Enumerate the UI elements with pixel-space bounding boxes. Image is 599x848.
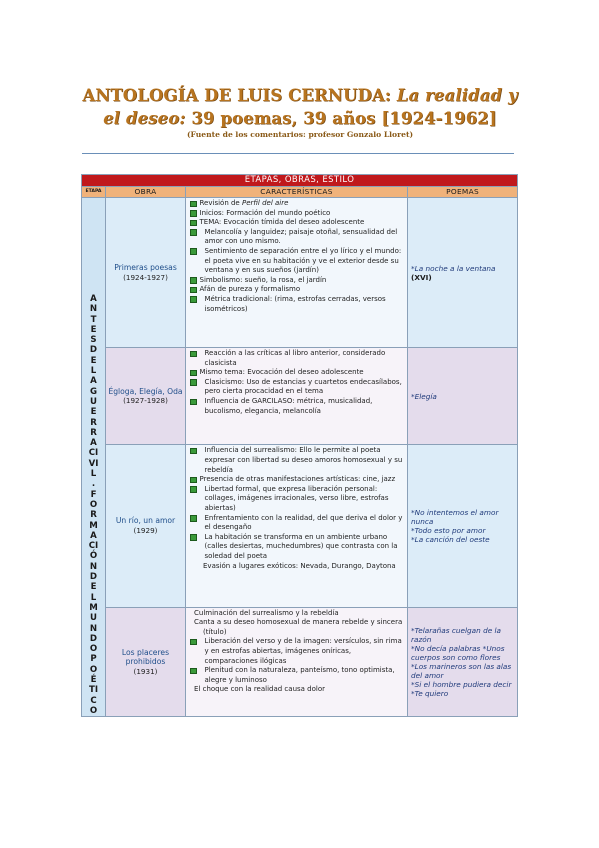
caracteristica-item: Canta a su deseo homosexual de manera rebelde y sincera (194, 618, 403, 627)
green-bullet-icon (190, 201, 197, 208)
caracteristica-item: Inicios: Formación del mundo poético (190, 209, 405, 219)
caracteristica-item: Métrica tradicional: (rima, estrofas cerradas, versos isométricos) (190, 295, 405, 314)
etapa-cell (82, 198, 106, 717)
col-header-caracteristicas: CARACTERÍSTICAS (186, 187, 408, 198)
caracteristica-item: La habitación se transforma en un ambiente urbano (calles desiertas, muchedumbres) que contrasta con la soledad del poeta (190, 533, 405, 562)
green-bullet-icon (190, 448, 197, 455)
obra-years: (1927-1928) (123, 396, 168, 406)
poem-title: *Los marineros son las alas del amor (411, 661, 512, 680)
obra-title: Un río, un amor (115, 516, 176, 526)
caracteristica-item: El choque con la realidad causa dolor (194, 685, 326, 694)
table-row (82, 607, 518, 717)
caracteristica-item: Melancolía y languidez; paisaje otoñal, sensualidad del amor con uno mismo. (190, 228, 405, 247)
caracteristica-item: Influencia del surrealismo: Ello le permite al poeta expresar con libertad su deseo amoros homosexual y su rebeldía (190, 446, 405, 475)
caracteristicas-cell (186, 445, 408, 607)
green-bullet-icon (190, 534, 197, 541)
poemas-cell (408, 348, 518, 445)
green-bullet-icon (190, 277, 197, 284)
caracteristica-item: (título) (203, 627, 227, 636)
green-bullet-icon (190, 486, 197, 493)
col-header-etapa: ETAPA (82, 187, 106, 198)
caracteristica-item: Presencia de otras manifestaciones artísticas: cine, jazz (190, 475, 405, 485)
poem-title: *La canción del oeste (411, 535, 490, 545)
title-line-2: el deseo: 39 poemas, 39 años [1924-1962] (103, 109, 497, 128)
green-bullet-icon (190, 639, 197, 646)
col-header-poemas: POEMAS (408, 187, 518, 198)
table-row (82, 198, 518, 348)
title-divider (82, 153, 514, 154)
poem-title: *Si el hombre pudiera decir (411, 679, 512, 689)
green-bullet-icon (190, 379, 197, 386)
poem-title: *No intentemos el amor nunca (411, 508, 499, 527)
obra-cell (106, 607, 186, 717)
caracteristicas-cell (186, 607, 408, 717)
caracteristica-item: Evasión a lugares exóticos: Nevada, Durango, Daytona (203, 561, 396, 570)
caracteristica-item: TEMA: Evocación tímida del deseo adolescente (190, 218, 405, 228)
poem-title: *Te quiero (411, 688, 449, 698)
poem-title: *No decía palabras *Unos cuerpos son como flores (411, 643, 505, 662)
green-bullet-icon (190, 248, 197, 255)
caracteristica-item: Simbolismo: sueño, la rosa, el jardín (190, 276, 405, 286)
caracteristica-item: Clasicismo: Uso de estancias y cuartetos endecasílabos, pero cierta procacidad en el tema (190, 378, 405, 397)
poem-title: *Telarañas cuelgan de la razón (411, 625, 502, 644)
caracteristica-item: Sentimiento de separación entre el yo lírico y el mundo: el poeta vive en su habitación y ve el exterior desde su ventana y en sus sueños (jardín) (190, 247, 405, 276)
subtitle: (Fuente de los comentarios: profesor Gonzalo Lloret) (186, 130, 414, 139)
green-bullet-icon (190, 515, 197, 522)
poem-title: *Elegía (411, 391, 437, 401)
obra-years: (1931) (133, 666, 158, 676)
caracteristica-item: Afán de pureza y formalismo (190, 285, 405, 295)
obra-title: Los placeres prohibidos (121, 647, 170, 667)
etapa-label: A N T E S D E L A G U E R R A CI VI L . F O R M A CI Ó N D E L M U N D O P O É TI C O (88, 294, 99, 716)
caracteristica-item: Revisión de Perfil del aire (190, 199, 405, 209)
anthology-table (81, 174, 518, 717)
obra-cell (106, 445, 186, 607)
green-bullet-icon (190, 229, 197, 236)
green-bullet-icon (190, 210, 197, 217)
green-bullet-icon (190, 287, 197, 294)
caracteristica-item: Enfrentamiento con la realidad, del que deriva el dolor y el desengaño (190, 514, 405, 533)
poem-title: *La noche a la ventana (XVI) (411, 263, 496, 282)
obra-cell (106, 198, 186, 348)
caracteristica-item: Culminación del surrealismo y la rebeldía (194, 608, 339, 617)
obra-title: Primeras poesas (114, 262, 177, 272)
table-row (82, 348, 518, 445)
caracteristica-item: Influencia de GARCILASO: métrica, musicalidad, bucolismo, elegancia, melancolía (190, 397, 405, 416)
poemas-cell (408, 445, 518, 607)
green-bullet-icon (190, 477, 197, 484)
caracteristicas-cell (186, 348, 408, 445)
obra-years: (1924-1927) (123, 272, 168, 282)
green-bullet-icon (190, 668, 197, 675)
caracteristica-item: Plenitud con la naturaleza, panteísmo, tono optimista, alegre y luminoso (190, 666, 405, 685)
caracteristicas-cell (186, 198, 408, 348)
caracteristica-item: Liberación del verso y de la imagen: versículos, sin rima y en estrofas abiertas, imágenes oníricas, comparaciones ilógicas (190, 637, 405, 666)
green-bullet-icon (190, 370, 197, 377)
green-bullet-icon (190, 351, 197, 358)
document-title (40, 84, 560, 140)
caracteristica-item: Libertad formal, que expresa liberación personal: collages, imágenes irracionales, verso libre, estrofas abiertas) (190, 485, 405, 514)
poem-title: *Todo esto por amor (411, 526, 486, 536)
obra-title: Égloga, Elegía, Oda (108, 386, 183, 396)
green-bullet-icon (190, 399, 197, 406)
table-row (82, 445, 518, 607)
table-main-header: ETAPAS, OBRAS, ESTILO (82, 175, 518, 187)
obra-cell (106, 348, 186, 445)
poemas-cell (408, 607, 518, 717)
green-bullet-icon (190, 296, 197, 303)
green-bullet-icon (190, 220, 197, 227)
obra-years: (1929) (133, 526, 158, 536)
poemas-cell (408, 198, 518, 348)
col-header-obra: OBRA (106, 187, 186, 198)
title-line-1: ANTOLOGÍA DE LUIS CERNUDA: La realidad y (82, 86, 518, 105)
caracteristica-item: Reacción a las críticas al libro anterior, considerado clasicista (190, 349, 405, 368)
caracteristica-item: Mismo tema: Evocación del deseo adolescente (190, 368, 405, 378)
